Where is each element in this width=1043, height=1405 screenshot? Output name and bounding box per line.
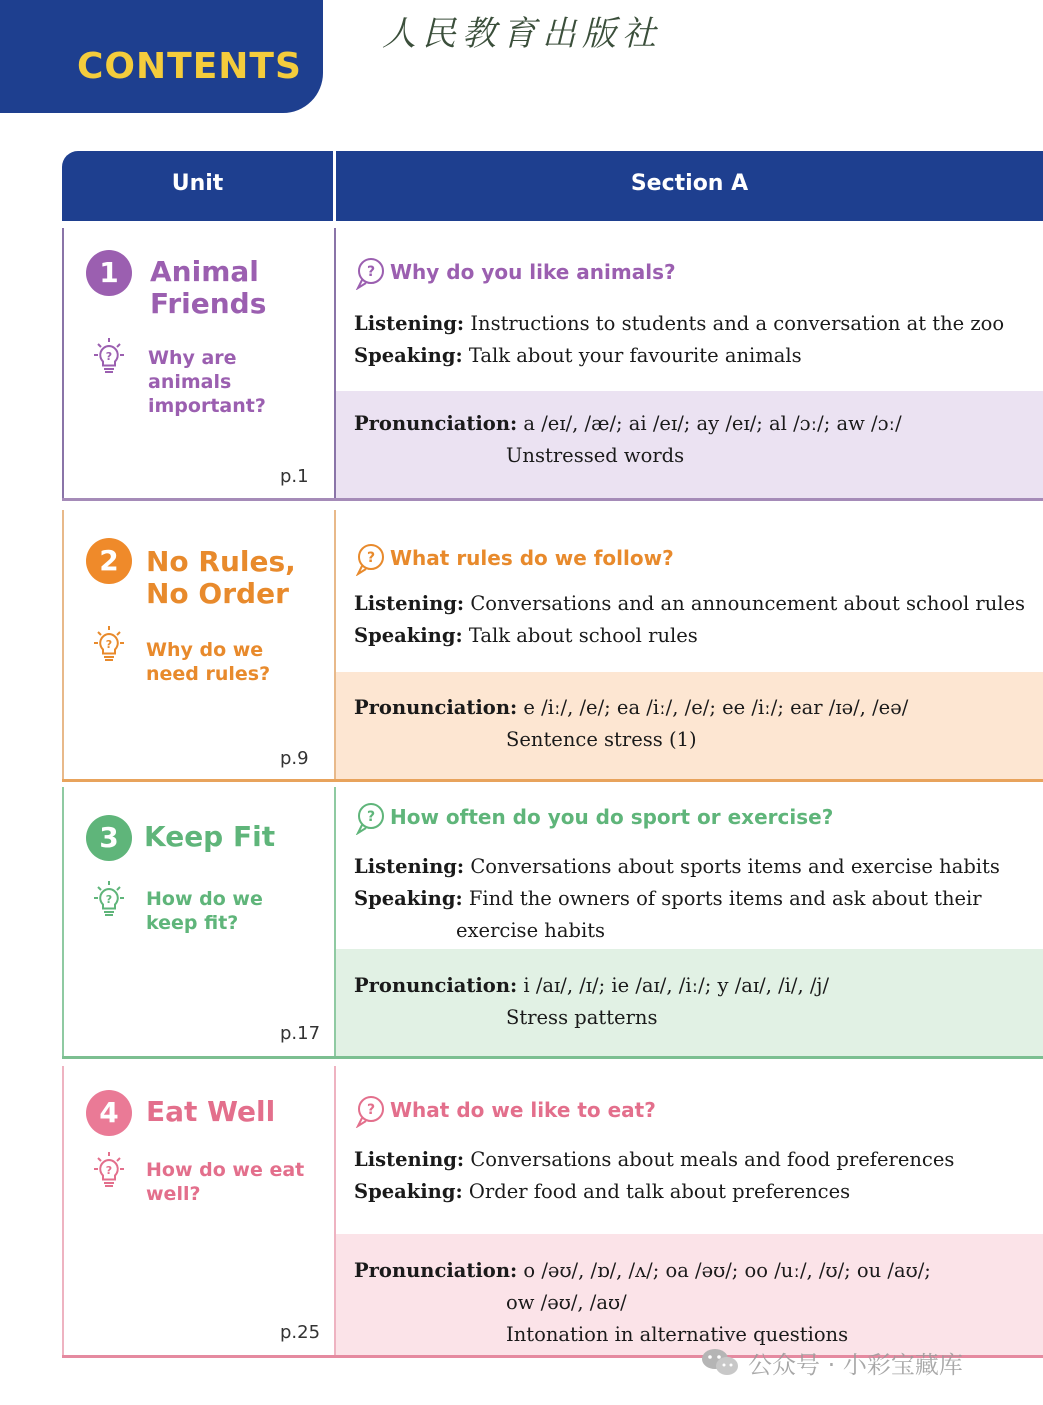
question-bubble-icon xyxy=(354,542,388,576)
unit-title-line: No Rules, xyxy=(146,545,296,578)
question-bubble-icon xyxy=(354,256,388,290)
key-question: How often do you do sport or exercise? xyxy=(390,805,834,829)
pronunciation-line xyxy=(354,696,908,719)
unit-number-badge: 1 xyxy=(86,250,132,296)
pronunciation-band xyxy=(336,672,1043,780)
listening-label: Listening: xyxy=(354,855,465,878)
unit-title xyxy=(146,1096,275,1128)
speaking-continuation: exercise habits xyxy=(456,919,606,942)
lightbulb-question-icon xyxy=(88,879,130,921)
listening-label: Listening: xyxy=(354,1148,465,1171)
section-a-cell xyxy=(336,787,1043,1057)
listening-text: Conversations about meals and food preferences xyxy=(470,1148,955,1171)
section-a-cell xyxy=(336,510,1043,780)
unit-cell xyxy=(62,787,336,1057)
unit-number-badge: 2 xyxy=(86,538,132,584)
pronunciation-continuation: ow /əʊ/, /aʊ/ xyxy=(506,1291,627,1314)
big-question-line: animals xyxy=(148,371,232,393)
page-reference[interactable]: p.9 xyxy=(280,748,309,769)
row-divider xyxy=(62,1056,1043,1059)
pronunciation-label: Pronunciation: xyxy=(354,974,518,997)
svg-text:?: ? xyxy=(366,1102,376,1118)
column-header-section-a: Section A xyxy=(630,171,749,196)
speaking-text: Talk about your favourite animals xyxy=(468,344,802,367)
speaking-line xyxy=(354,887,982,910)
page-reference[interactable]: p.1 xyxy=(280,466,309,487)
page-reference[interactable]: p.17 xyxy=(280,1023,321,1044)
unit-title-line: No Order xyxy=(146,577,289,610)
lightbulb-question-icon xyxy=(88,336,130,378)
speaking-line xyxy=(354,344,802,367)
pronunciation-label: Pronunciation: xyxy=(354,696,518,719)
unit-title xyxy=(150,256,266,320)
speaking-label: Speaking: xyxy=(354,1180,463,1203)
unit-cell xyxy=(62,510,336,780)
unit-cell xyxy=(62,1066,336,1356)
svg-text:?: ? xyxy=(366,264,376,280)
big-question-line: important? xyxy=(148,395,266,417)
pronunciation-line xyxy=(354,412,902,435)
question-bubble-icon xyxy=(354,1094,388,1128)
unit-title xyxy=(144,821,275,853)
speaking-text: Order food and talk about preferences xyxy=(468,1180,851,1203)
listening-text: Conversations about sports items and exercise habits xyxy=(470,855,1000,878)
big-question xyxy=(148,346,266,418)
speaking-line xyxy=(354,1180,850,1203)
question-bubble-icon xyxy=(354,801,388,835)
page-reference[interactable]: p.25 xyxy=(280,1322,321,1343)
pronunciation-line xyxy=(354,1259,931,1282)
speaking-text: Talk about school rules xyxy=(468,624,698,647)
watermark-text: 公众号 · 小彩宝藏库 xyxy=(748,1351,963,1379)
pronunciation-text: o /əʊ/, /ɒ/, /ʌ/; oa /əʊ/; oo /uː/, /ʊ/; ou /aʊ/; xyxy=(523,1259,931,1282)
unit-title-line: Keep Fit xyxy=(144,820,276,853)
pronunciation-extra: Intonation in alternative questions xyxy=(506,1323,849,1346)
big-question-line: keep fit? xyxy=(146,912,239,934)
table-header xyxy=(62,151,1043,221)
section-a-cell xyxy=(336,228,1043,499)
pronunciation-extra: Unstressed words xyxy=(506,444,685,467)
listening-label: Listening: xyxy=(354,312,465,335)
row-divider xyxy=(62,498,1043,501)
pronunciation-line xyxy=(354,974,829,997)
unit-cell xyxy=(62,228,336,499)
key-question: Why do you like animals? xyxy=(390,260,676,284)
listening-text: Instructions to students and a conversation at the zoo xyxy=(470,312,1005,335)
svg-text:?: ? xyxy=(105,350,113,363)
speaking-label: Speaking: xyxy=(354,624,463,647)
svg-text:?: ? xyxy=(105,638,113,651)
publisher-logo: 人民教育出版社 xyxy=(382,14,662,54)
unit-row-4[interactable] xyxy=(62,1066,1043,1356)
big-question-line: How do we eat xyxy=(146,1159,305,1181)
unit-title-line: Friends xyxy=(150,287,267,320)
big-question-line: How do we xyxy=(146,888,263,910)
speaking-line xyxy=(354,624,698,647)
unit-row-2[interactable] xyxy=(62,510,1043,780)
unit-title xyxy=(146,546,296,610)
big-question-line: Why are xyxy=(148,347,237,369)
page-title: CONTENTS xyxy=(77,46,302,87)
svg-text:?: ? xyxy=(366,809,376,825)
key-question: What do we like to eat? xyxy=(390,1098,656,1122)
lightbulb-question-icon xyxy=(88,1150,130,1192)
unit-row-1[interactable] xyxy=(62,228,1043,499)
listening-line xyxy=(354,312,1004,335)
svg-text:?: ? xyxy=(105,893,113,906)
svg-text:?: ? xyxy=(366,550,376,566)
listening-line xyxy=(354,1148,954,1171)
listening-line xyxy=(354,592,1025,615)
listening-text: Conversations and an announcement about school rules xyxy=(470,592,1026,615)
speaking-label: Speaking: xyxy=(354,344,463,367)
big-question xyxy=(146,887,263,935)
big-question xyxy=(146,1158,304,1206)
svg-text:?: ? xyxy=(105,1164,113,1177)
listening-line xyxy=(354,855,1000,878)
pronunciation-band xyxy=(336,949,1043,1057)
row-divider xyxy=(62,779,1043,782)
big-question xyxy=(146,638,270,686)
unit-row-3[interactable] xyxy=(62,787,1043,1057)
big-question-line: Why do we xyxy=(146,639,264,661)
big-question-line: need rules? xyxy=(146,663,271,685)
wechat-icon xyxy=(700,1346,740,1378)
pronunciation-label: Pronunciation: xyxy=(354,1259,518,1282)
pronunciation-extra: Stress patterns xyxy=(506,1006,658,1029)
pronunciation-text: e /iː/, /e/; ea /iː/, /e/; ee /iː/; ear /ɪə/, /eə/ xyxy=(523,696,909,719)
key-question: What rules do we follow? xyxy=(390,546,674,570)
section-a-cell xyxy=(336,1066,1043,1356)
lightbulb-question-icon xyxy=(88,624,130,666)
pronunciation-band xyxy=(336,391,1043,499)
unit-title-line: Eat Well xyxy=(146,1095,276,1128)
unit-title-line: Animal xyxy=(150,255,259,288)
pronunciation-text: i /aɪ/, /ɪ/; ie /aɪ/, /iː/; y /aɪ/, /i/, /j/ xyxy=(523,974,830,997)
listening-label: Listening: xyxy=(354,592,465,615)
column-header-unit: Unit xyxy=(171,171,224,196)
speaking-text: Find the owners of sports items and ask about their xyxy=(468,887,982,910)
unit-number-badge: 3 xyxy=(86,815,132,861)
pronunciation-label: Pronunciation: xyxy=(354,412,518,435)
unit-number-badge: 4 xyxy=(86,1090,132,1136)
pronunciation-text: a /eɪ/, /æ/; ai /eɪ/; ay /eɪ/; al /ɔː/; aw /ɔː/ xyxy=(523,412,902,435)
speaking-label: Speaking: xyxy=(354,887,463,910)
big-question-line: well? xyxy=(146,1183,201,1205)
pronunciation-extra: Sentence stress (1) xyxy=(506,728,697,751)
